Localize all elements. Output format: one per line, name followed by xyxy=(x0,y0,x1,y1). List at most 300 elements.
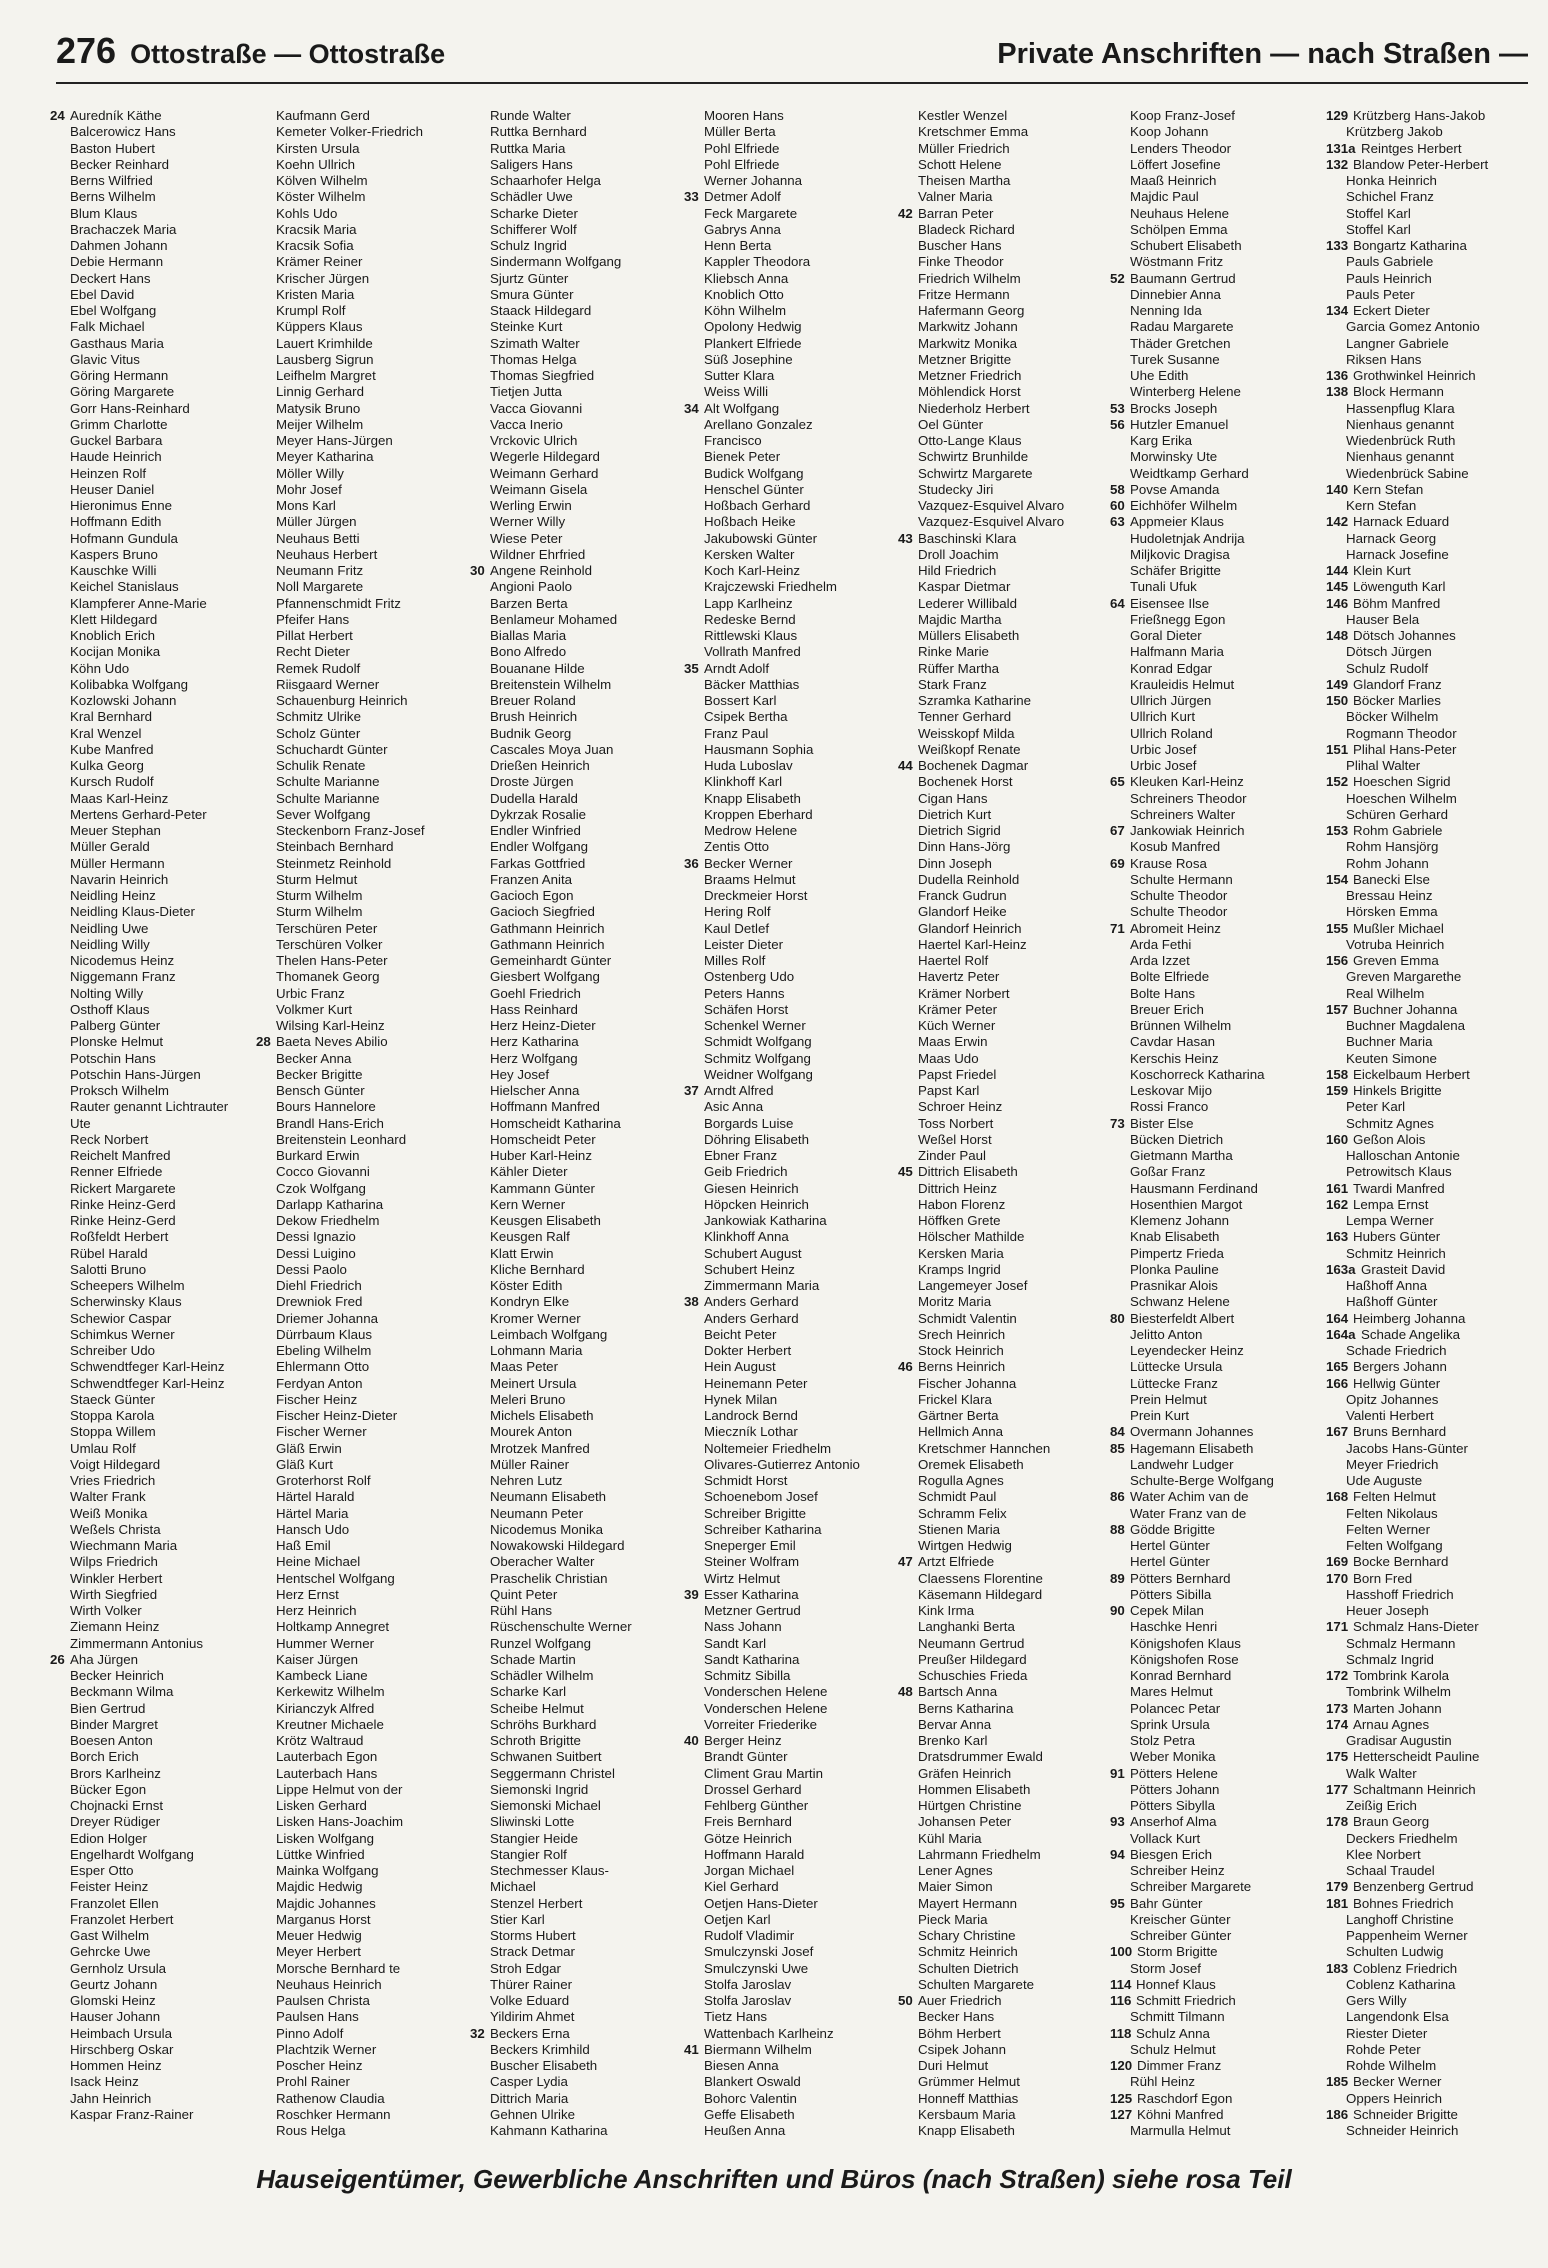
resident-name: Kiel Gerhard xyxy=(704,1879,779,1895)
resident-name: Kreutner Michaele xyxy=(276,1716,384,1732)
directory-entry xyxy=(1114,839,1328,855)
resident-name: Honnef Klaus xyxy=(1136,1976,1216,1992)
directory-entry xyxy=(474,904,686,920)
resident-name: Metzner Friedrich xyxy=(918,368,1022,383)
directory-entry xyxy=(260,514,474,530)
resident-name: Ullrich Roland xyxy=(1130,725,1213,741)
directory-entry xyxy=(1330,1246,1542,1262)
resident-name: Wirth Volker xyxy=(70,1603,142,1618)
resident-name: Kube Manfred xyxy=(70,741,154,757)
directory-entry xyxy=(1330,1034,1542,1050)
resident-name: Jahn Heinrich xyxy=(70,2090,152,2106)
resident-name: Riisgaard Werner xyxy=(276,676,380,692)
resident-name: Arda Izzet xyxy=(1130,953,1190,968)
resident-name: Maas Karl-Heinz xyxy=(70,790,169,806)
directory-entry xyxy=(1114,433,1328,449)
directory-entry xyxy=(1114,709,1328,725)
resident-name: Deckers Friedhelm xyxy=(1346,1830,1458,1846)
directory-entry xyxy=(902,1538,1114,1554)
house-number: 34 xyxy=(684,400,699,416)
resident-name: Turek Susanne xyxy=(1130,351,1220,367)
directory-entry xyxy=(260,1457,474,1473)
resident-name: Fischer Johanna xyxy=(918,1375,1017,1391)
resident-name: Michael xyxy=(490,1879,536,1895)
resident-name: Langendonk Elsa xyxy=(1346,2009,1449,2025)
directory-entry xyxy=(1330,1441,1542,1457)
directory-entry xyxy=(898,1359,1114,1375)
directory-entry xyxy=(1330,791,1542,807)
resident-name: Hass Reinhard xyxy=(490,1001,578,1017)
resident-name: Rossi Franco xyxy=(1130,1099,1209,1115)
directory-entry xyxy=(902,1002,1114,1018)
house-number: 46 xyxy=(898,1359,913,1375)
resident-name: Stangier Heide xyxy=(490,1830,578,1846)
directory-entry xyxy=(1326,920,1542,937)
directory-entry xyxy=(902,1376,1114,1392)
directory-entry xyxy=(688,1197,900,1213)
directory-entry xyxy=(902,1863,1114,1879)
resident-name: Dekow Friedhelm xyxy=(276,1213,380,1228)
house-number: 84 xyxy=(1110,1424,1125,1440)
directory-entry xyxy=(684,1586,900,1603)
directory-entry xyxy=(474,1863,686,1879)
resident-name: Koch Karl-Heinz xyxy=(704,563,801,578)
directory-entry xyxy=(902,1782,1114,1798)
resident-name: Goßar Franz xyxy=(1130,1164,1206,1180)
resident-name: Coblenz Katharina xyxy=(1346,1976,1456,1992)
directory-entry xyxy=(54,238,254,254)
directory-entry xyxy=(902,823,1114,839)
resident-name: Schröhs Burkhard xyxy=(490,1716,597,1732)
resident-name: Poscher Heinz xyxy=(276,2058,363,2073)
directory-entry xyxy=(688,1879,900,1895)
resident-name: Pohl Elfriede xyxy=(704,140,780,156)
directory-entry xyxy=(688,1278,900,1294)
resident-name: Bister Else xyxy=(1130,1115,1194,1131)
resident-name: Köhn Wilhelm xyxy=(704,303,787,318)
directory-entry xyxy=(902,1262,1114,1278)
house-number: 163 xyxy=(1326,1229,1349,1245)
resident-name: Harnack Georg xyxy=(1346,530,1437,546)
resident-name: Coblenz Friedrich xyxy=(1353,1960,1458,1976)
resident-name: Lener Agnes xyxy=(918,1863,993,1878)
house-number: 152 xyxy=(1326,774,1349,790)
resident-name: Bienek Peter xyxy=(704,449,781,465)
directory-entry xyxy=(1330,1636,1542,1652)
resident-name: Kraulеidis Helmut xyxy=(1130,676,1235,692)
directory-entry xyxy=(902,1668,1114,1684)
directory-entry xyxy=(1114,384,1328,400)
house-number: 90 xyxy=(1110,1603,1125,1618)
resident-name: Driemer Johanna xyxy=(276,1310,378,1326)
resident-name: Grümmer Helmut xyxy=(918,2074,1020,2090)
resident-name: Plachtzik Werner xyxy=(276,2041,377,2057)
directory-entry xyxy=(902,1766,1114,1782)
resident-name: Mons Karl xyxy=(276,498,336,513)
directory-entry xyxy=(688,1164,900,1180)
directory-entry xyxy=(260,1782,474,1798)
directory-entry xyxy=(474,141,686,157)
directory-entry xyxy=(688,1668,900,1684)
resident-name: Rogulla Agnes xyxy=(918,1473,1004,1488)
directory-entry xyxy=(474,1294,686,1310)
directory-entry xyxy=(1330,1684,1542,1700)
resident-name: Palberg Günter xyxy=(70,1018,161,1033)
resident-name: Voigt Hildegard xyxy=(70,1456,161,1472)
directory-entry xyxy=(260,872,474,888)
directory-entry xyxy=(54,1554,254,1570)
resident-name: Pappenheim Werner xyxy=(1346,1928,1468,1943)
directory-entry xyxy=(260,1278,474,1294)
directory-entry xyxy=(688,1506,900,1522)
directory-entry xyxy=(54,628,254,644)
resident-name: Walk Walter xyxy=(1346,1765,1417,1781)
resident-name: Schmalz Ingrid xyxy=(1346,1651,1434,1667)
directory-entry xyxy=(1326,368,1542,384)
resident-name: Mourek Anton xyxy=(490,1424,573,1440)
resident-name: Anserhof Alma xyxy=(1130,1814,1217,1830)
resident-name: Huda Luboslav xyxy=(704,758,793,773)
resident-name: Kappler Theodora xyxy=(704,254,811,270)
directory-entry xyxy=(54,579,254,595)
resident-name: Scheepers Wilhelm xyxy=(70,1278,185,1293)
directory-entry xyxy=(474,1814,686,1830)
directory-entry xyxy=(902,677,1114,693)
resident-name: Fehlberg Günther xyxy=(704,1798,809,1813)
resident-name: Schulz Helmut xyxy=(1130,2041,1216,2057)
directory-entry xyxy=(684,855,900,872)
directory-entry xyxy=(1110,774,1328,790)
resident-name: Neidling Uwe xyxy=(70,920,149,936)
directory-entry xyxy=(54,1067,254,1083)
resident-name: Preußer Hildegard xyxy=(918,1651,1027,1667)
resident-name: Hellwig Günter xyxy=(1353,1375,1441,1391)
resident-name: Staeck Günter xyxy=(70,1391,155,1407)
resident-name: Schulte-Berge Wolfgang xyxy=(1130,1473,1274,1488)
resident-name: Eisensee Ilse xyxy=(1130,595,1210,611)
resident-name: Kaspar Dietmar xyxy=(918,579,1011,595)
resident-name: Schmidt Wolfgang xyxy=(704,1034,812,1050)
directory-entry xyxy=(1110,1521,1328,1538)
directory-entry xyxy=(902,482,1114,498)
resident-name: Biesterfeldt Albert xyxy=(1130,1310,1235,1326)
resident-name: Dittrich Elisabeth xyxy=(918,1164,1018,1180)
resident-name: Schulik Renate xyxy=(276,758,366,773)
house-number: 94 xyxy=(1110,1846,1125,1862)
resident-name: Reck Norbert xyxy=(70,1131,149,1147)
directory-entry xyxy=(1114,108,1328,124)
directory-entry xyxy=(688,1522,900,1538)
resident-name: Kracsik Sofia xyxy=(276,238,354,253)
resident-name: Langner Gabriele xyxy=(1346,335,1449,351)
house-number: 183 xyxy=(1326,1960,1349,1976)
resident-name: Becker Heinrich xyxy=(70,1668,164,1683)
resident-name: Gacioch Siegfried xyxy=(490,904,595,920)
directory-entry xyxy=(902,1181,1114,1197)
resident-name: Gradisar Augustin xyxy=(1346,1733,1452,1748)
directory-entry xyxy=(688,742,900,758)
resident-name: Kulka Georg xyxy=(70,758,144,773)
resident-name: Bien Gertrud xyxy=(70,1700,146,1716)
resident-name: Haertel Rolf xyxy=(918,953,989,968)
directory-entry xyxy=(902,1327,1114,1343)
resident-name: Hutzler Emanuel xyxy=(1130,416,1229,432)
directory-entry xyxy=(1330,466,1542,482)
directory-entry xyxy=(1326,238,1542,254)
directory-entry xyxy=(260,1944,474,1960)
directory-entry xyxy=(1110,514,1328,530)
directory-entry xyxy=(902,596,1114,612)
resident-name: Härtel Harald xyxy=(276,1489,355,1505)
resident-name: Olivares-Gutierrez Antonio xyxy=(704,1456,860,1472)
directory-entry xyxy=(902,2123,1114,2139)
resident-name: Giesen Heinrich xyxy=(704,1180,799,1196)
resident-name: Dürrbaum Klaus xyxy=(276,1326,373,1342)
directory-entry xyxy=(1114,189,1328,205)
resident-name: Moritz Maria xyxy=(918,1294,992,1310)
directory-entry xyxy=(474,1343,686,1359)
directory-entry xyxy=(54,1522,254,1538)
resident-name: Debie Hermann xyxy=(70,254,164,270)
resident-name: Binder Margret xyxy=(70,1716,158,1732)
directory-entry xyxy=(260,807,474,823)
resident-name: Schulte Theodor xyxy=(1130,904,1228,920)
resident-name: Sturm Wilhelm xyxy=(276,904,363,920)
directory-entry xyxy=(902,1229,1114,1245)
house-number: 146 xyxy=(1326,595,1349,611)
resident-name: Schwirtz Brunhilde xyxy=(918,449,1029,465)
directory-entry xyxy=(54,888,254,904)
resident-name: Hofmann Gundula xyxy=(70,530,178,546)
directory-entry xyxy=(1110,2090,1328,2107)
directory-entry xyxy=(1330,1278,1542,1294)
directory-entry xyxy=(260,1522,474,1538)
resident-name: Haude Heinrich xyxy=(70,449,162,465)
directory-entry xyxy=(260,1961,474,1977)
resident-name: Mainka Wolfgang xyxy=(276,1863,379,1878)
resident-name: Schmitz Wolfgang xyxy=(704,1050,811,1066)
resident-name: Bouanane Hilde xyxy=(490,660,585,676)
resident-name: Osthoff Klaus xyxy=(70,1001,150,1017)
directory-entry xyxy=(260,1197,474,1213)
resident-name: Neuhaus Helene xyxy=(1130,205,1230,221)
resident-name: Konrad Edgar xyxy=(1130,660,1213,676)
resident-name: Berns Wilhelm xyxy=(70,189,156,205)
resident-name: Kosub Manfred xyxy=(1130,839,1221,855)
directory-entry xyxy=(1330,401,1542,417)
directory-entry xyxy=(688,222,900,238)
house-number: 153 xyxy=(1326,823,1349,838)
house-number: 41 xyxy=(684,2041,699,2057)
resident-name: Rüschenschulte Werner xyxy=(490,1619,632,1635)
resident-name: Noll Margarete xyxy=(276,579,364,595)
resident-name: Neumann Gertrud xyxy=(918,1635,1025,1651)
resident-name: Pimpertz Frieda xyxy=(1130,1245,1224,1261)
directory-entry xyxy=(1326,1619,1542,1635)
resident-name: Heimbach Ursula xyxy=(70,2025,172,2041)
directory-entry xyxy=(688,693,900,709)
resident-name: Bolte Hans xyxy=(1130,985,1196,1001)
resident-name: Plihal Hans-Peter xyxy=(1353,741,1457,757)
directory-entry xyxy=(54,319,254,335)
directory-entry xyxy=(54,1766,254,1782)
directory-entry xyxy=(1326,676,1542,693)
resident-name: Reichelt Manfred xyxy=(70,1148,171,1163)
resident-name: Boesen Anton xyxy=(70,1733,153,1748)
resident-name: Knoblich Erich xyxy=(70,628,155,643)
resident-name: Arellano Gonzalez xyxy=(704,416,813,432)
resident-name: Bours Hannelore xyxy=(276,1099,376,1115)
directory-entry xyxy=(1110,1765,1328,1782)
house-number: 114 xyxy=(1110,1976,1132,1992)
directory-entry xyxy=(688,287,900,303)
directory-entry xyxy=(54,1538,254,1554)
directory-entry xyxy=(1114,1831,1328,1847)
directory-entry xyxy=(474,612,686,628)
directory-entry xyxy=(902,319,1114,335)
resident-name: Schneider Brigitte xyxy=(1353,2106,1458,2122)
directory-entry xyxy=(1330,1294,1542,1310)
resident-name: Müller Jürgen xyxy=(276,514,357,530)
directory-entry xyxy=(474,1782,686,1798)
directory-entry xyxy=(54,368,254,384)
directory-entry xyxy=(1114,953,1328,969)
directory-entry xyxy=(474,1262,686,1278)
directory-entry xyxy=(54,449,254,465)
directory-entry xyxy=(54,2026,254,2042)
directory-entry xyxy=(902,466,1114,482)
house-number: 172 xyxy=(1326,1668,1349,1683)
directory-entry xyxy=(1114,157,1328,173)
directory-entry xyxy=(1114,1229,1328,1245)
resident-name: Eickelbaum Herbert xyxy=(1353,1066,1470,1082)
resident-name: Nehren Lutz xyxy=(490,1473,563,1488)
directory-entry xyxy=(54,1506,254,1522)
directory-entry xyxy=(1330,1912,1542,1928)
resident-name: Pötters Helene xyxy=(1130,1765,1218,1781)
resident-name: Hölscher Mathilde xyxy=(918,1229,1025,1245)
resident-name: Gorr Hans-Reinhard xyxy=(70,400,190,416)
directory-entry xyxy=(260,1424,474,1440)
directory-entry xyxy=(902,1814,1114,1830)
resident-name: Karg Erika xyxy=(1130,433,1193,448)
resident-name: Franzen Anita xyxy=(490,871,573,887)
directory-entry xyxy=(688,1213,900,1229)
directory-entry xyxy=(54,644,254,660)
street-range: Ottostraße — Ottostraße xyxy=(130,39,446,69)
directory-entry xyxy=(1330,1652,1542,1668)
resident-name: Haßhoff Günter xyxy=(1346,1294,1438,1310)
directory-entry xyxy=(688,1376,900,1392)
directory-entry xyxy=(474,1181,686,1197)
directory-entry xyxy=(688,514,900,530)
directory-entry xyxy=(898,758,1114,774)
directory-entry xyxy=(260,271,474,287)
resident-name: Schaltmann Heinrich xyxy=(1353,1781,1476,1797)
directory-entry xyxy=(1110,416,1328,433)
directory-entry xyxy=(260,774,474,790)
directory-entry xyxy=(688,1408,900,1424)
directory-entry xyxy=(1114,1538,1328,1554)
directory-entry xyxy=(54,401,254,417)
resident-name: Tenner Gerhard xyxy=(918,709,1012,725)
directory-entry xyxy=(902,1879,1114,1895)
resident-name: Lapp Karlheinz xyxy=(704,595,793,611)
resident-name: Schaarhofer Helga xyxy=(490,173,601,188)
directory-entry xyxy=(474,108,686,124)
resident-name: Habon Florenz xyxy=(918,1196,1006,1212)
resident-name: Möhlendick Horst xyxy=(918,384,1021,400)
directory-entry xyxy=(260,644,474,660)
directory-entry xyxy=(1330,1522,1542,1538)
directory-entry xyxy=(1330,2042,1542,2058)
footer-note: Hauseigentümer, Gewerbliche Anschriften und Büros (nach Straßen) siehe rosa Teil xyxy=(256,2164,1292,2194)
resident-name: Höffken Grete xyxy=(918,1213,1001,1228)
directory-entry xyxy=(54,1831,254,1847)
resident-name: Möller Willy xyxy=(276,465,344,481)
house-number: 177 xyxy=(1326,1781,1349,1797)
directory-entry xyxy=(902,1587,1114,1603)
directory-entry xyxy=(688,1814,900,1830)
directory-entry xyxy=(260,839,474,855)
resident-name: Krause Rosa xyxy=(1130,855,1207,871)
resident-name: Schulten Dietrich xyxy=(918,1960,1019,1976)
directory-entry xyxy=(688,1944,900,1960)
directory-entry xyxy=(474,1879,686,1895)
directory-entry xyxy=(54,157,254,173)
directory-entry xyxy=(902,1571,1114,1587)
directory-entry xyxy=(1326,1001,1542,1018)
directory-entry xyxy=(54,498,254,514)
directory-entry xyxy=(688,2026,900,2042)
resident-name: Ullrich Jürgen xyxy=(1130,693,1212,708)
directory-entry xyxy=(1114,287,1328,303)
directory-entry xyxy=(1114,1148,1328,1164)
directory-entry xyxy=(1330,1587,1542,1603)
directory-entry xyxy=(54,1424,254,1440)
directory-entry xyxy=(54,1961,254,1977)
resident-name: Schulte Theodor xyxy=(1130,888,1228,903)
resident-name: Hieronimus Enne xyxy=(70,498,172,513)
directory-entry xyxy=(902,368,1114,384)
directory-entry xyxy=(1114,336,1328,352)
directory-entry xyxy=(474,1603,686,1619)
resident-name: Auer Friedrich xyxy=(918,1993,1002,2008)
directory-entry xyxy=(1110,1993,1328,2009)
resident-name: Hielscher Anna xyxy=(490,1083,580,1098)
directory-entry xyxy=(474,1798,686,1814)
directory-entry xyxy=(54,1246,254,1262)
resident-name: Schreiners Theodor xyxy=(1130,790,1247,806)
directory-entry xyxy=(1114,303,1328,319)
directory-entry xyxy=(1330,1051,1542,1067)
resident-name: Rohm Gabriele xyxy=(1353,823,1443,838)
directory-entry xyxy=(54,1684,254,1700)
resident-name: Gödde Brigitte xyxy=(1130,1521,1216,1537)
resident-name: Vrckovic Ulrich xyxy=(490,433,578,448)
directory-entry xyxy=(54,612,254,628)
house-number: 89 xyxy=(1110,1570,1125,1586)
directory-entry xyxy=(1330,1473,1542,1489)
directory-entry xyxy=(474,1571,686,1587)
directory-entry xyxy=(260,563,474,579)
resident-name: Rauter genannt Lichtrauter xyxy=(70,1099,229,1115)
resident-name: Hafermann Georg xyxy=(918,303,1025,318)
directory-entry xyxy=(260,254,474,270)
resident-name: Vries Friedrich xyxy=(70,1473,156,1488)
resident-name: Gernholz Ursula xyxy=(70,1960,167,1976)
resident-name: Diehl Friedrich xyxy=(276,1278,362,1293)
